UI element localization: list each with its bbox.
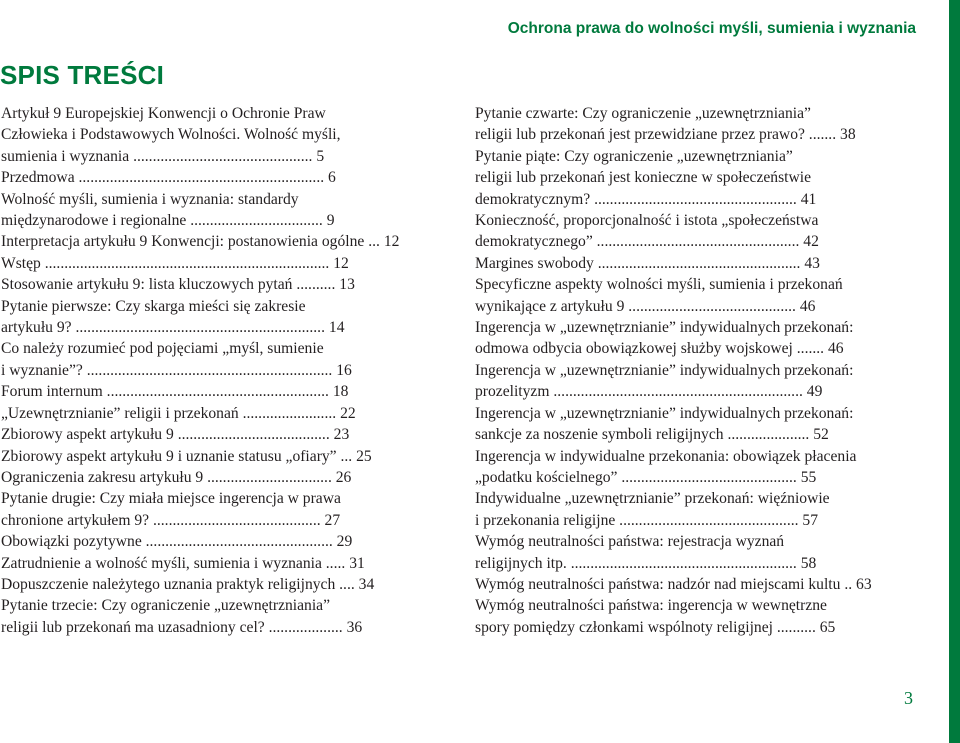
toc-entry-text: „Uzewnętrznianie” religii i przekonań ........................ <box>1 404 337 422</box>
toc-entry[interactable] <box>1 210 418 231</box>
toc-entry[interactable] <box>475 317 916 338</box>
toc-entry[interactable] <box>1 531 418 552</box>
toc-entry-text: spory pomiędzy członkami wspólnoty religijnej .......... <box>475 618 816 636</box>
toc-entry-text: Ingerencja w „uzewnętrznianie” indywidualnych przekonań: <box>475 361 854 379</box>
toc-entry-page: 6 <box>328 169 336 187</box>
toc-entry[interactable] <box>475 553 916 574</box>
toc-entry-page: 9 <box>326 212 335 230</box>
toc-entry-text: Zbiorowy aspekt artykułu 9 i uznanie statusu „ofiary” ... <box>1 447 353 465</box>
toc-entry[interactable] <box>1 595 418 616</box>
toc-entry-text: Stosowanie artykułu 9: lista kluczowych pytań .......... <box>1 276 336 294</box>
toc-entry-text: Ingerencja w „uzewnętrznianie” indywidualnych przekonań: <box>475 404 854 422</box>
toc-entry[interactable] <box>1 317 418 338</box>
toc-entry-page: 5 <box>316 147 325 165</box>
toc-entry-page: 29 <box>336 533 353 551</box>
toc-entry[interactable] <box>1 146 418 167</box>
toc-entry-text: Wymóg neutralności państwa: rejestracja wyznań <box>475 533 785 551</box>
toc-entry[interactable] <box>475 210 916 231</box>
toc-entry-page: 12 <box>333 254 349 272</box>
toc-entry-page: 36 <box>346 618 363 636</box>
toc-entry-page: 14 <box>328 319 345 337</box>
toc-entry-text: chronione artykułem 9? ........................................... <box>1 511 321 529</box>
toc-entry-page: 27 <box>324 511 341 529</box>
toc-entry-text: Człowieka i Podstawowych Wolności. Wolność myśli, <box>1 126 341 144</box>
toc-entry-text: „podatku kościelnego” ............................................. <box>475 468 797 486</box>
toc-entry[interactable] <box>475 381 916 402</box>
toc-entry[interactable] <box>1 446 418 467</box>
toc-entry[interactable] <box>1 124 418 145</box>
toc-entry[interactable] <box>1 167 418 188</box>
toc-entry-text: Margines swobody .................................................... <box>475 254 801 272</box>
toc-entry-page: 46 <box>827 340 844 358</box>
toc-entry[interactable] <box>475 360 916 381</box>
toc-entry[interactable] <box>1 510 418 531</box>
toc-entry-page: 42 <box>803 233 819 251</box>
toc-entry[interactable] <box>475 531 916 552</box>
toc-entry-text: Artykuł 9 Europejskiej Konwencji o Ochronie Praw <box>1 105 326 122</box>
toc-entry[interactable] <box>475 467 916 488</box>
toc-entry-text: Zatrudnienie a wolność myśli, sumienia i wyznania ..... <box>1 554 346 572</box>
toc-title: SPIS TREŚCI <box>0 60 165 90</box>
toc-entry-text: Wymóg neutralności państwa: nadzór nad miejscami kultu .. <box>475 575 853 593</box>
toc-entry-text: demokratycznego” .................................................... <box>475 233 800 251</box>
toc-entry[interactable] <box>475 231 916 252</box>
toc-entry[interactable] <box>1 296 418 317</box>
toc-entry-text: i wyznanie”? ............................................................... <box>1 361 333 379</box>
toc-entry-text: Ograniczenia zakresu artykułu 9 ................................ <box>1 468 332 486</box>
toc-entry-text: Przedmowa ............................................................... <box>1 169 325 187</box>
toc-entry-text: międzynarodowe i regionalne .................................. <box>1 212 323 230</box>
toc-entry[interactable] <box>1 103 418 124</box>
toc-entry[interactable] <box>1 338 418 359</box>
toc-entry[interactable] <box>475 574 916 595</box>
toc-entry[interactable] <box>475 338 916 359</box>
toc-left-column <box>1 103 418 638</box>
toc-entry-page: 18 <box>332 383 349 401</box>
toc-entry-text: religijnych itp. .......................................................... <box>475 554 797 572</box>
toc-entry-text: Pytanie trzecie: Czy ograniczenie „uzewnętrzniania” <box>1 597 331 615</box>
toc-entry-page: 16 <box>336 361 352 379</box>
toc-entry-page: 57 <box>802 511 819 529</box>
toc-entry[interactable] <box>1 231 418 252</box>
toc-entry-text: Ingerencja w indywidualne przekonania: obowiązek płacenia <box>475 447 857 465</box>
toc-entry-text: religii lub przekonań jest konieczne w społeczeństwie <box>475 169 812 187</box>
toc-entry-text: Pytanie drugie: Czy miała miejsce ingerencja w prawa <box>1 490 341 508</box>
toc-entry-text: Pytanie pierwsze: Czy skarga mieści się zakresie <box>1 297 306 315</box>
toc-entry-page: 55 <box>800 468 817 486</box>
toc-entry[interactable] <box>1 424 418 445</box>
toc-entry[interactable] <box>1 553 418 574</box>
toc-entry-page: 41 <box>800 190 817 208</box>
toc-entry[interactable] <box>475 424 916 445</box>
toc-entry-text: Obowiązki pozytywne ................................................ <box>1 533 333 551</box>
toc-entry-page: 58 <box>800 554 817 572</box>
toc-entry-text: religii lub przekonań jest przewidziane przez prawo? ....... <box>475 126 837 144</box>
green-edge-bar <box>949 0 960 743</box>
toc-entry[interactable] <box>1 467 418 488</box>
toc-entry-page: 22 <box>340 404 356 422</box>
toc-entry-text: wynikające z artykułu 9 ........................................... <box>475 297 796 315</box>
toc-entry[interactable] <box>475 189 916 210</box>
toc-entry[interactable] <box>1 253 418 274</box>
toc-entry-page: 63 <box>856 575 872 593</box>
toc-entry[interactable] <box>475 253 916 274</box>
toc-entry[interactable] <box>1 403 418 424</box>
toc-entry[interactable] <box>475 103 916 124</box>
toc-entry-text: Dopuszczenie należytego uznania praktyk religijnych .... <box>1 575 355 593</box>
toc-entry[interactable] <box>475 274 916 295</box>
toc-entry-page: 65 <box>819 618 836 636</box>
toc-entry-page: 13 <box>339 276 355 294</box>
toc-entry-page: 49 <box>806 383 823 401</box>
toc-entry-text: prozelityzm ................................................................ <box>475 383 803 401</box>
toc-entry-text: sumienia i wyznania .............................................. <box>1 147 313 165</box>
toc-entry-text: Pytanie piąte: Czy ograniczenie „uzewnętrzniania” <box>475 147 793 165</box>
toc-entry-text: Co należy rozumieć pod pojęciami „myśl, sumienie <box>1 340 324 358</box>
toc-entry-text: sankcje za noszenie symboli religijnych ..................... <box>475 426 810 444</box>
toc-entry[interactable] <box>475 617 916 638</box>
toc-entry[interactable] <box>1 360 418 381</box>
toc-entry-text: religii lub przekonań ma uzasadniony cel? ................... <box>1 618 343 636</box>
toc-entry[interactable] <box>475 595 916 616</box>
toc-entry-text: odmowa odbycia obowiązkowej służby wojskowej ....... <box>475 340 825 358</box>
toc-entry[interactable] <box>1 574 418 595</box>
toc-entry[interactable] <box>475 146 916 167</box>
toc-entry[interactable] <box>475 403 916 424</box>
toc-entry[interactable] <box>1 488 418 509</box>
toc-entry[interactable] <box>1 189 418 210</box>
toc-entry-text: demokratycznym? .................................................... <box>475 190 797 208</box>
toc-entry[interactable] <box>475 446 916 467</box>
toc-entry[interactable] <box>475 488 916 509</box>
toc-entry-text: Wstęp ......................................................................... <box>1 254 330 272</box>
toc-entry[interactable] <box>475 124 916 145</box>
toc-entry-page: 38 <box>840 126 856 144</box>
toc-entry-text: Forum internum ......................................................... <box>1 383 329 401</box>
toc-entry-text: Interpretacja artykułu 9 Konwencji: postanowienia ogólne ... <box>1 233 380 251</box>
toc-entry-page: 43 <box>804 254 820 272</box>
toc-entry-text: Indywidualne „uzewnętrznianie” przekonań: więźniowie <box>475 490 830 508</box>
toc-entry-page: 31 <box>349 554 365 572</box>
toc-entry-text: Pytanie czwarte: Czy ograniczenie „uzewnętrzniania” <box>475 105 811 122</box>
toc-entry-text: Zbiorowy aspekt artykułu 9 ....................................... <box>1 426 330 444</box>
toc-entry-page: 46 <box>799 297 816 315</box>
toc-entry-text: i przekonania religijne .............................................. <box>475 511 799 529</box>
toc-entry-text: Wolność myśli, sumienia i wyznania: standardy <box>1 190 299 208</box>
toc-entry[interactable] <box>1 274 418 295</box>
toc-entry-page: 12 <box>383 233 400 251</box>
toc-entry-page: 52 <box>813 426 829 444</box>
running-header: Ochrona prawa do wolności myśli, sumienia i wyznania <box>507 20 916 37</box>
toc-entry-page: 26 <box>335 468 352 486</box>
toc-entry-text: Specyficzne aspekty wolności myśli, sumienia i przekonań <box>475 276 843 294</box>
toc-entry[interactable] <box>475 296 916 317</box>
toc-entry-page: 34 <box>358 575 375 593</box>
toc-entry-text: artykułu 9? ................................................................ <box>1 319 325 337</box>
toc-entry-page: 25 <box>356 447 372 465</box>
page-number: 3 <box>904 688 913 708</box>
toc-entry[interactable] <box>475 167 916 188</box>
toc-entry-text: Konieczność, proporcjonalność i istota „społeczeństwa <box>475 212 819 230</box>
toc-right-column <box>475 103 916 638</box>
toc-entry-text: Ingerencja w „uzewnętrznianie” indywidualnych przekonań: <box>475 319 854 337</box>
toc-entry[interactable] <box>475 510 916 531</box>
toc-entry-page: 23 <box>333 426 350 444</box>
toc-entry[interactable] <box>1 381 418 402</box>
toc-entry[interactable] <box>1 617 418 638</box>
toc-entry-text: Wymóg neutralności państwa: ingerencja w wewnętrzne <box>475 597 827 615</box>
